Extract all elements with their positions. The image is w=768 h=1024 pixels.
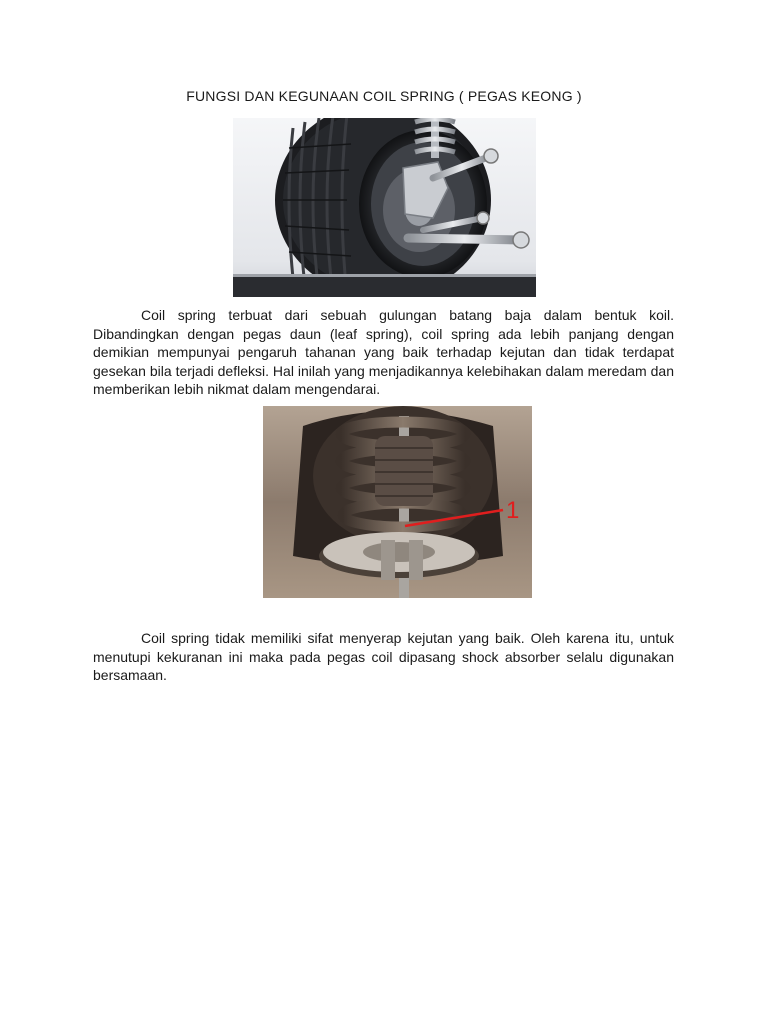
document-title: FUNGSI DAN KEGUNAAN COIL SPRING ( PEGAS KEONG ) xyxy=(186,88,582,104)
callout-number-label: 1 xyxy=(506,497,520,524)
paragraph-2: Coil spring tidak memiliki sifat menyerap kejutan yang baik. Oleh karena itu, untuk menutupi kekuranan ini maka pada pegas coil dipasang shock absorber selalu digunakan bersamaan. xyxy=(93,630,674,683)
tire-suspension-photo xyxy=(233,118,536,297)
coil-spring-photo xyxy=(263,406,532,598)
paragraph-1: Coil spring terbuat dari sebuah gulungan batang baja dalam bentuk koil. Dibandingkan dengan pegas daun (leaf spring), coil spring ada lebih panjang dengan demikian mempunyai pengaruh tahanan yang baik terhadap kejutan dan tidak terdapat gesekan bila terjadi defleksi. Hal inilah yang menjadikannya kelebihakan dalam meredam dan memberikan lebih nikmat dalam mengendarai. xyxy=(93,307,674,397)
